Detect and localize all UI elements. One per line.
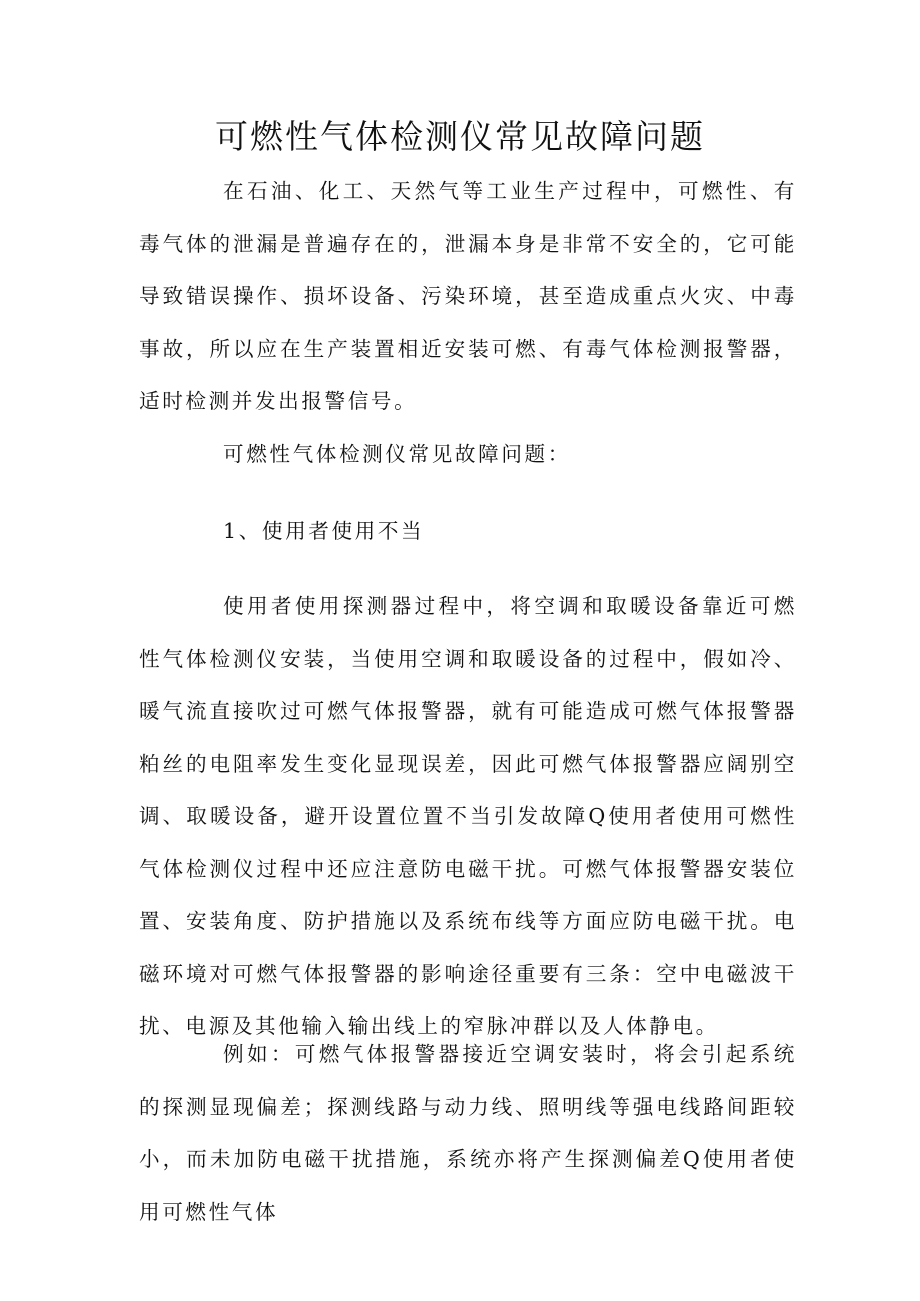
example-paragraph: 例如：可燃气体报警器接近空调安装时，将会引起系统的探测显现偏差；探测线路与动力线、照明线等强电线路间距较小，而未加防电磁干扰措施，系统亦将产生探测偏差Q使用者使用可燃性气体 (139, 1042, 797, 1224)
body-paragraph: 使用者使用探测器过程中，将空调和取暖设备靠近可燃性气体检测仪安装，当使用空调和取暖设备的过程中，假如冷、暖气流直接吹过可燃气体报警器，就有可能造成可燃气体报警器粕丝的电阻率发生变化显现误差，因此可燃气体报警器应阔别空调、取暖设备，避开设置位置不当引发故障Q使用者使用可燃性气体检测仪过程中还应注意防电磁干扰。可燃气体报警器安装位置、安装角度、防护措施以及系统布线等方面应防电磁干扰。电磁环境对可燃气体报警器的影响途径重要有三条：空中电磁波干扰、电源及其他输入输出线上的窄脉冲群以及人体静电。 (139, 594, 797, 1038)
document-title: 可燃性气体检测仪常见故障问题 (215, 117, 705, 156)
intro-paragraph: 在石油、化工、天然气等工业生产过程中，可燃性、有毒气体的泄漏是普遍存在的，泄漏本身是非常不安全的，它可能导致错误操作、损坏设备、污染环境，甚至造成重点火灾、中毒事故，所以应在生产装置相近安装可燃、有毒气体检测报警器，适时检测并发出报警信号。 (139, 179, 797, 413)
list-item-heading: 1、使用者使用不当 (223, 519, 425, 543)
section-heading: 可燃性气体检测仪常见故障问题： (223, 442, 571, 466)
